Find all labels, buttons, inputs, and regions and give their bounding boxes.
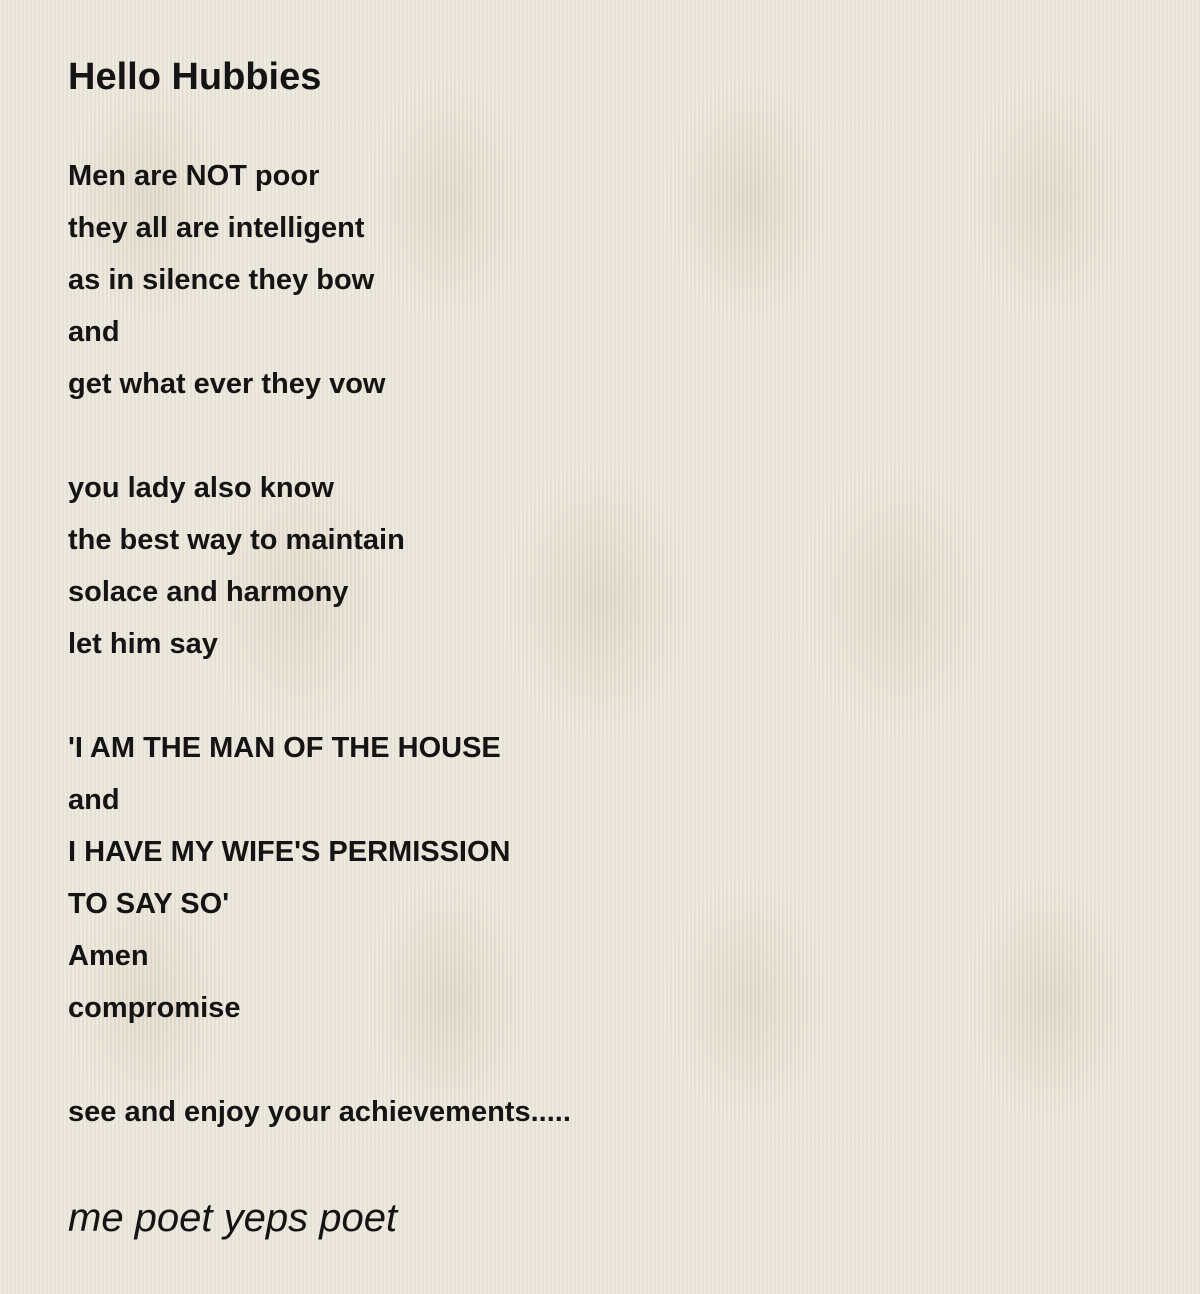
stanza-break <box>68 410 571 462</box>
poem-line: compromise <box>68 992 241 1024</box>
poem-line: the best way to maintain <box>68 524 405 556</box>
poem-line: TO SAY SO' <box>68 888 230 920</box>
poem-line: Amen <box>68 940 149 972</box>
poem-line: they all are intelligent <box>68 212 365 244</box>
poem-body <box>68 150 571 1138</box>
poem-title: Hello Hubbies <box>68 56 322 98</box>
poem-line: 'I AM THE MAN OF THE HOUSE <box>68 732 501 764</box>
poem-line: see and enjoy your achievements..... <box>68 1096 571 1128</box>
poem-line: solace and harmony <box>68 576 349 608</box>
poem-author: me poet yeps poet <box>68 1196 398 1240</box>
poem-line: get what ever they vow <box>68 368 386 400</box>
poem-line: and <box>68 784 120 816</box>
poem-line: you lady also know <box>68 472 334 504</box>
poem-line: let him say <box>68 628 218 660</box>
poem-line: as in silence they bow <box>68 264 375 296</box>
stanza-break <box>68 670 571 722</box>
poem-line: I HAVE MY WIFE'S PERMISSION <box>68 836 511 868</box>
stanza-break <box>68 1034 571 1086</box>
poem-line: Men are NOT poor <box>68 160 320 192</box>
poem-line: and <box>68 316 120 348</box>
